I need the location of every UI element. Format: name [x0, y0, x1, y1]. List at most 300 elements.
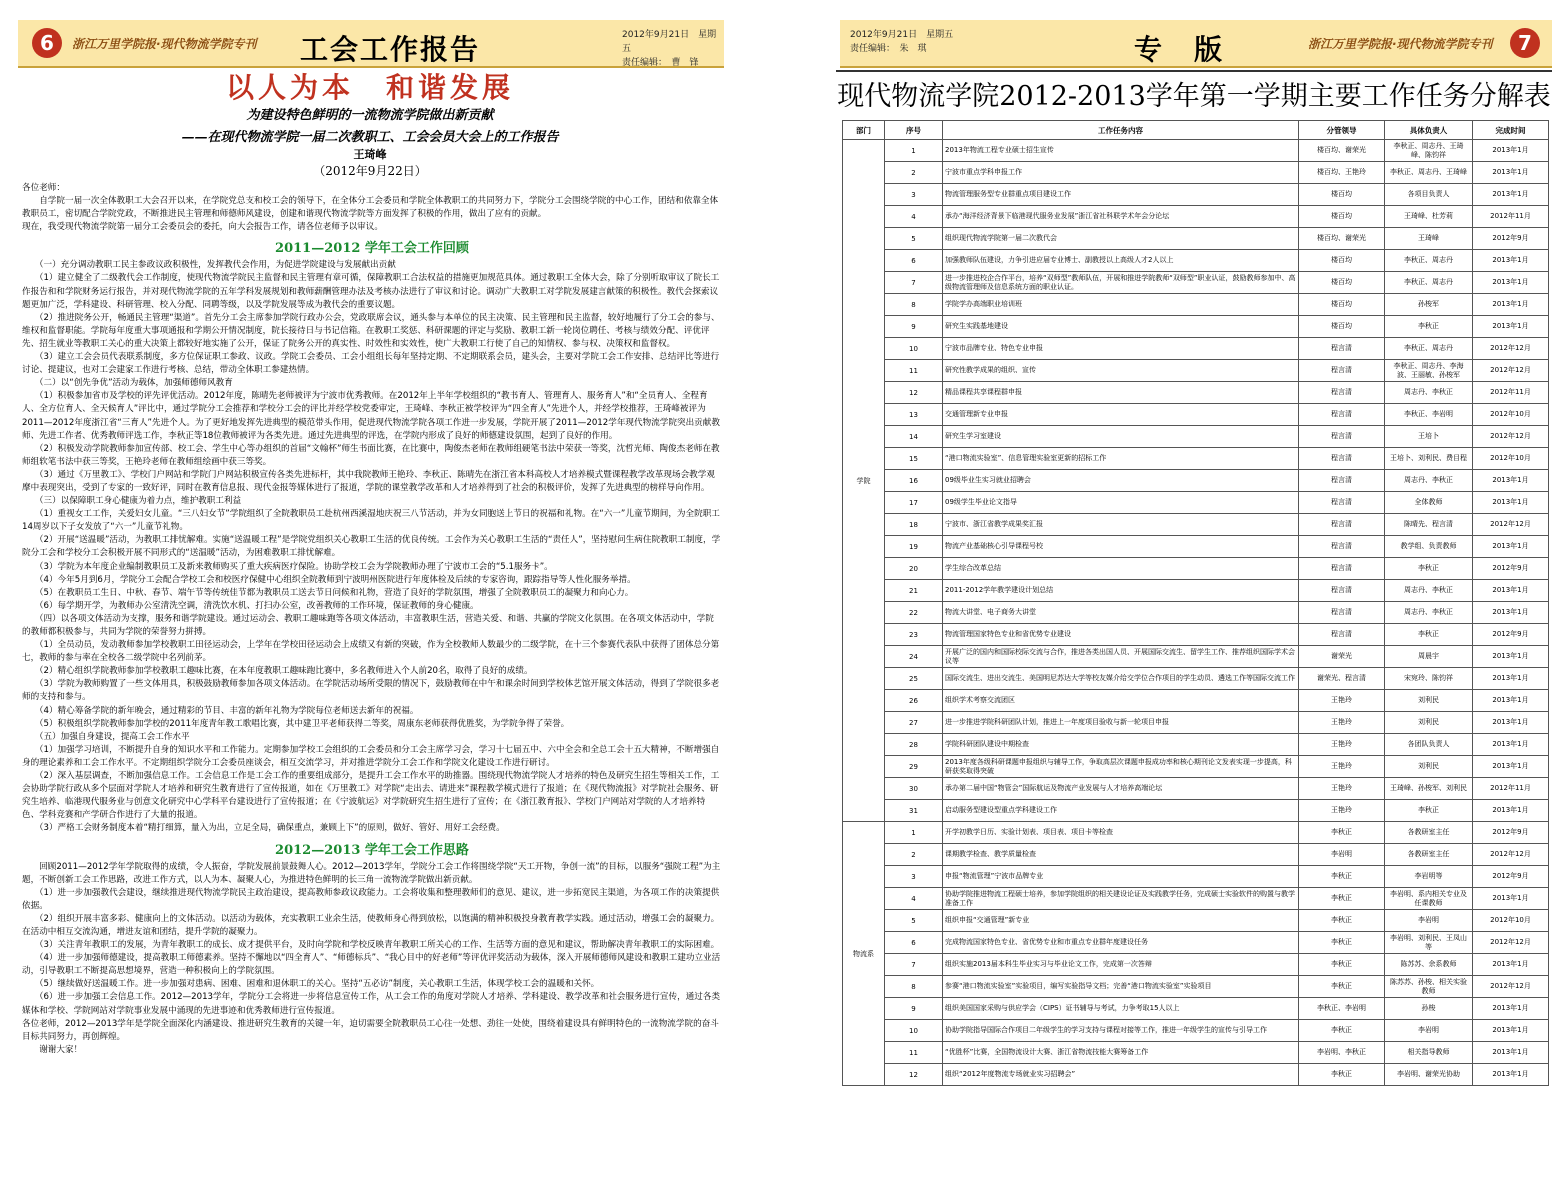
- task-content: 协助学院推进物流工程硕士培养，参加学院组织的相关建设论证及实践教学任务，完成硕士实验软件的购置与教学准备工作: [943, 888, 1299, 910]
- task-content: 承办“海洋经济背景下临港现代服务业发展”浙江省社科联学术年会分论坛: [943, 206, 1299, 228]
- row-number: 4: [885, 206, 943, 228]
- task-content: 完成物流国家特色专业、省优势专业和市重点专业群年度建设任务: [943, 932, 1299, 954]
- responsible-cell: 陈苏苏、余系教师: [1385, 954, 1473, 976]
- lead-cell: 楼百均、谢荣光: [1299, 228, 1385, 250]
- task-content: “优胜杯”比赛，全国物流设计大赛、浙江省物流技能大赛筹备工作: [943, 1042, 1299, 1064]
- report-paragraph: （3）建立工会会员代表联系制度，多方位保证职工参政、议政。学院工会委员、工会小组组长每年坚持定期、不定期联系会员，建头会，主要对学院工会工作安排、总结评比等进行讨论、提建议，也对工会建家工作进行考核、总结，带动全体职工参建热情。: [22, 352, 720, 376]
- task-content: 组织美国国家采购与供应学会（CIPS）证书辅导与考试，力争考取15人以上: [943, 998, 1299, 1020]
- report-paragraph: （1）积极参加省市及学校的评先评优活动。2012年度，陈晴先老师被评为宁波市优秀教师。在2012年上半年学校组织的“教书育人、管理育人、服务育人”和“全员育人、全程育人、全方位育人、全天候育人”评比中，通过学院分工会推荐和学校分工会的评比并经学校党委审定，王琦峰、李秋正被学校评为“四全育人”先进个人，并经学校推荐，王琦峰被评为2011—2012年度浙江省“三育人”先进个人。为了更好地发挥先进典型的模范带头作用，促进现代物流学院各项工作进一步发展，学院开展了2011—2012学年现代物流学院突出贡献教师、先进工作者、优秀教师评选工作，李秋正等18位教师被评为各类先进。通过先进典型的评选，在学院内形成了良好的师德建设氛围，起到了良好的作用。: [22, 391, 720, 441]
- task-content: 组织学术考察交流团区: [943, 690, 1299, 712]
- deadline-cell: 2013年1月: [1473, 580, 1549, 602]
- deadline-cell: 2013年1月: [1473, 294, 1549, 316]
- responsible-cell: 李秋正、周志丹、李海波、王丽敏、孙梭军: [1385, 360, 1473, 382]
- subtitle-2: ——在现代物流学院一届二次教职工、工会会员大会上的工作报告: [181, 130, 559, 145]
- responsible-cell: 周志丹、李秋正: [1385, 580, 1473, 602]
- lead-cell: 楼百均: [1299, 272, 1385, 294]
- table-row: [843, 382, 1549, 404]
- deadline-cell: 2012年11月: [1473, 778, 1549, 800]
- row-number: 20: [885, 558, 943, 580]
- subtitle-1: 为建设特色鲜明的一流物流学院做出新贡献: [246, 108, 494, 123]
- lead-cell: 王艳玲: [1299, 800, 1385, 822]
- row-number: 5: [885, 910, 943, 932]
- responsible-cell: 孙梭: [1385, 998, 1473, 1020]
- table-row: [843, 1042, 1549, 1064]
- deadline-cell: 2013年1月: [1473, 712, 1549, 734]
- table-row: [843, 888, 1549, 910]
- responsible-cell: 李岩明: [1385, 1020, 1473, 1042]
- responsible-cell: 王琦峰、杜芳莉: [1385, 206, 1473, 228]
- report-paragraph: 各位老师：: [22, 183, 65, 193]
- col-header-lead: 分管领导: [1299, 121, 1385, 140]
- lead-cell: 楼百均: [1299, 250, 1385, 272]
- lead-cell: 程言清: [1299, 382, 1385, 404]
- task-content: 承办第二届中国“物管会”国际航运及物流产业发展与人才培养高端论坛: [943, 778, 1299, 800]
- responsible-cell: 李秋正、周志丹、王琦峰: [1385, 162, 1473, 184]
- school-name: 浙江万里学院报·现代物流学院专刊: [72, 37, 257, 51]
- table-row: [843, 448, 1549, 470]
- row-number: 10: [885, 1020, 943, 1042]
- report-paragraph: （1）建立健全了二级教代会工作制度，使现代物流学院民主监督和民主管理有章可循，保障教职工合法权益的措施更加规范具体。通过教职工全体大会，除了分别听取审议了院长工作报告和和学院财务运行报告，并对现代物流学院的五年学科发展规划和教师薪酬管理办法及考核办法进行了审议和讨论。调动广大教职工对学院发展建言献策的积极性。教代会探索议题更加广泛，学科建设、科研管理、校入分配、同聘等级，以及学院发展等成为教代会的重要议题。: [22, 273, 720, 310]
- table-row: [843, 140, 1549, 162]
- table-row: [843, 514, 1549, 536]
- deadline-cell: 2012年12月: [1473, 360, 1549, 382]
- lead-cell: 楼百均、谢荣光: [1299, 140, 1385, 162]
- responsible-cell: 各教研室主任: [1385, 844, 1473, 866]
- table-row: [843, 998, 1549, 1020]
- responsible-cell: 李秋正: [1385, 624, 1473, 646]
- task-content: 物流管理国家特色专业和省优势专业建设: [943, 624, 1299, 646]
- deadline-cell: 2012年12月: [1473, 976, 1549, 998]
- task-content: 参赛“港口物流实验室”实验项目，编写实验指导文档；完善“港口物流实验室”实验项目: [943, 976, 1299, 998]
- lead-cell: 李秋正: [1299, 888, 1385, 910]
- deadline-cell: 2013年1月: [1473, 470, 1549, 492]
- report-paragraph: （三）以保障职工身心健康为着力点，维护教职工利益: [22, 496, 242, 507]
- table-row: [843, 778, 1549, 800]
- responsible-cell: 李秋正、周志丹: [1385, 338, 1473, 360]
- row-number: 9: [885, 316, 943, 338]
- report-paragraph: （二）以“创先争优”活动为载体，加强师德师风教育: [22, 378, 233, 389]
- report-paragraph: （2）开展“送温暖”活动，为教职工排忧解难。实施“送温暖工程”是学院党组织关心教职工生活的优良传统。工会作为关心教职工生活的“责任人”，坚持慰问生病住院教职工制度，学院分工会和学校分工会积极开展不同形式的“送温暖”活动，为困难教职工排忧解难。: [22, 535, 721, 559]
- responsible-cell: 李秋正、李岩明: [1385, 404, 1473, 426]
- row-number: 14: [885, 426, 943, 448]
- deadline-cell: 2012年9月: [1473, 822, 1549, 844]
- task-content: 课期教学检查、教学质量检查: [943, 844, 1299, 866]
- responsible-cell: 陈苏苏、孙梭、相关实验教师: [1385, 976, 1473, 998]
- deadline-cell: 2012年9月: [1473, 558, 1549, 580]
- lead-cell: 程言清: [1299, 558, 1385, 580]
- lead-cell: 王艳玲: [1299, 690, 1385, 712]
- responsible-cell: 周志丹、李秋正: [1385, 602, 1473, 624]
- report-paragraph: （6）每学期开学，为教师办公室清洗空调，清洗饮水机、打扫办公室，改善教师的工作环境，保证教师的身心健康。: [22, 600, 479, 611]
- deadline-cell: 2012年9月: [1473, 228, 1549, 250]
- table-row: [843, 712, 1549, 734]
- task-content: 开展广泛的国内和国际校际交流与合作，推进各类出国人员、开展国际交流生、留学生工作、推荐组织国际学术会议等: [943, 646, 1299, 668]
- deadline-cell: 2012年12月: [1473, 844, 1549, 866]
- report-body: [22, 182, 722, 1057]
- row-number: 28: [885, 734, 943, 756]
- row-number: 19: [885, 536, 943, 558]
- issue-meta: [622, 28, 724, 70]
- lead-cell: 李秋正: [1299, 932, 1385, 954]
- table-row: [843, 316, 1549, 338]
- row-number: 18: [885, 514, 943, 536]
- section-title: 工会工作报告: [300, 33, 481, 66]
- table-row: [843, 206, 1549, 228]
- deadline-cell: 2013年1月: [1473, 800, 1549, 822]
- row-number: 2: [885, 844, 943, 866]
- lead-cell: 李秋正: [1299, 976, 1385, 998]
- lead-cell: 程言清: [1299, 404, 1385, 426]
- deadline-cell: 2013年1月: [1473, 272, 1549, 294]
- report-paragraph: （4）进一步加强师德建设，提高教职工师德素养。坚持不懈地以“四全育人”、“师德标兵”、“我心目中的好老师”等评优评奖活动为载体，深入开展师德师风建设和教职工建功立业活动，引导教职工不断提高思想境界，营造一种积极向上的学院氛围。: [22, 953, 721, 977]
- page-number-badge: 7: [1510, 28, 1540, 58]
- col-header-dept: 部门: [843, 121, 885, 140]
- row-number: 4: [885, 888, 943, 910]
- report-paragraph: （3）通过《万里教工》、学校门户网站和学院门户网站积极宣传各类先进标杆，其中我院教师王艳玲、李秋正、陈晴先在浙江省本科高校人才培养模式暨课程教学改革现场会教学观摩中表现突出，受到了专家的一致好评，同时在教育信息报、现代金报等媒体进行了报道，学院的课堂教学改革和人才培养得到了社会的积极评价，发挥了先进典型的榜样导向作用。: [22, 469, 715, 493]
- table-row: [843, 228, 1549, 250]
- lead-cell: 李岩明: [1299, 844, 1385, 866]
- report-paragraph: （2）精心组织学院教师参加学校教职工趣味比赛，在本年度教职工趣味跑比赛中，多名教师进入个人前20名，取得了良好的成绩。: [22, 666, 533, 677]
- task-content: 宁波市品牌专业、特色专业申报: [943, 338, 1299, 360]
- lead-cell: 谢荣光、程言清: [1299, 668, 1385, 690]
- table-row: [843, 426, 1549, 448]
- deadline-cell: 2013年1月: [1473, 1064, 1549, 1086]
- deadline-cell: 2013年1月: [1473, 690, 1549, 712]
- task-content: 研究性教学成果的组织、宣传: [943, 360, 1299, 382]
- deadline-cell: 2013年1月: [1473, 954, 1549, 976]
- report-paragraph: （3）严格工会财务制度本着“精打细算，量入为出，立足全局，确保重点，兼顾上下”的原则，做好、管好、用好工会经费。: [22, 823, 505, 834]
- table-row: [843, 250, 1549, 272]
- lead-cell: 李秋正: [1299, 954, 1385, 976]
- deadline-cell: 2012年10月: [1473, 910, 1549, 932]
- report-paragraph: （6）进一步加强工会信息工作。2012—2013学年，学院分工会将进一步将信息宣传工作，从工会工作的角度对学院人才培养、学科建设、教学改革和社会服务进行宣传，通过各类媒体和学校、学院网站对学院事业发展中涌现的先进事迹和优秀教师进行宣传报道。: [22, 992, 721, 1016]
- lead-cell: 程言清: [1299, 338, 1385, 360]
- table-row: [843, 844, 1549, 866]
- table-header-row: [843, 121, 1549, 140]
- lead-cell: 李秋正: [1299, 866, 1385, 888]
- task-content: 研究生实践基地建设: [943, 316, 1299, 338]
- issue-editor: 责任编辑： 朱 琪: [850, 44, 927, 54]
- table-row: [843, 1064, 1549, 1086]
- table-row: [843, 822, 1549, 844]
- report-paragraph: 自学院一届一次全体教职工大会召开以来，在学院党总支和校工会的领导下，在全体分工会委员和学院全体教职工的共同努力下，学院分工会围绕学院的中心工作，团结和依靠全体教职员工，密切配合学院党政，不断推进民主管理和师德师风建设，创建和谐现代物流学院等方面发挥了积极的作用，做出了应有的贡献。: [22, 196, 719, 220]
- task-content: 加强教师队伍建设，力争引进应届专业博士、副教授以上高级人才2人以上: [943, 250, 1299, 272]
- report-date: （2012年9月22日）: [313, 164, 427, 178]
- left-header: [18, 20, 724, 68]
- lead-cell: 李秋正: [1299, 910, 1385, 932]
- lead-cell: 李秋正: [1299, 1064, 1385, 1086]
- issue-editor: 责任编辑： 曹 锋: [622, 58, 699, 68]
- lead-cell: 程言清: [1299, 360, 1385, 382]
- responsible-cell: 李岩明等: [1385, 866, 1473, 888]
- section-heading: 2012—2013 学年工会工作思路: [275, 842, 469, 858]
- row-number: 1: [885, 822, 943, 844]
- headline: 以人为本 和谐发展: [225, 71, 514, 104]
- lead-cell: 楼百均: [1299, 184, 1385, 206]
- deadline-cell: 2013年1月: [1473, 888, 1549, 910]
- responsible-cell: 王琦峰: [1385, 228, 1473, 250]
- report-paragraph: 回顾2011—2012学年学院取得的成绩，令人振奋，学院发展前景鼓舞人心。2012—2013学年，学院分工会工作将围绕学院“天工开物，争创一流”的目标，以服务“强院工程”为主题，不断创新工会工作思路，改进工作方式，以人为本、凝聚人心，为推进特色鲜明的长三角一流物流学院做出新贡献。: [22, 861, 721, 885]
- task-content: 启动服务型建设型重点学科建设工作: [943, 800, 1299, 822]
- report-paragraph: （4）精心筹备学院的新年晚会，通过精彩的节目、丰富的新年礼物为学院每位老师送去新年的祝福。: [22, 705, 419, 716]
- responsible-cell: 李岩明、谢荣光协助: [1385, 1064, 1473, 1086]
- row-number: 23: [885, 624, 943, 646]
- lead-cell: 程言清: [1299, 536, 1385, 558]
- task-content: 协助学院指导国际合作项目二年级学生的学习支持与课程对接等工作，推进一年级学生的宣传与引导工作: [943, 1020, 1299, 1042]
- row-number: 11: [885, 360, 943, 382]
- table-row: [843, 756, 1549, 778]
- lead-cell: 李秋正: [1299, 1020, 1385, 1042]
- deadline-cell: 2013年1月: [1473, 602, 1549, 624]
- responsible-cell: 李秋正、周志丹、王琦峰、陈钧祥: [1385, 140, 1473, 162]
- responsible-cell: 李岩明、系内相关专业及任课教师: [1385, 888, 1473, 910]
- task-content: 申报“物流管理”宁波市品牌专业: [943, 866, 1299, 888]
- report-paragraph: 现在，我受现代物流学院第一届分工会委员会的委托，向大会报告工作，请各位老师予以审议。: [22, 222, 383, 233]
- table-row: [843, 536, 1549, 558]
- responsible-cell: 李秋正、周志丹: [1385, 272, 1473, 294]
- issue-meta: [850, 28, 953, 56]
- table-row: [843, 910, 1549, 932]
- deadline-cell: 2012年12月: [1473, 426, 1549, 448]
- table-row: [843, 932, 1549, 954]
- task-content: 宁波市重点学科申报工作: [943, 162, 1299, 184]
- table-row: [843, 338, 1549, 360]
- task-content: 精品课程共享课程群申报: [943, 382, 1299, 404]
- report-paragraph: （5）在教职员工生日、中秋、春节、端午节等传统佳节都为教职员工送去节日问候和礼物，营造了良好的学院氛围，增强了全院教职员工的凝聚力和向心力。: [22, 587, 634, 598]
- report-paragraph: （四）以各项文体活动为支撑，服务和谐学院建设。通过运动会、教职工趣味跑等各项文体活动，丰富教职生活，营造关爱、和谐、共赢的学院文化氛围。在各项文体活动中，学院的教师都积极参与，共同为学院的荣誉努力拼搏。: [22, 613, 714, 637]
- row-number: 15: [885, 448, 943, 470]
- task-content: 进一步推进学院科研团队计划，推进上一年度项目验收与新一轮项目申报: [943, 712, 1299, 734]
- lead-cell: 王艳玲: [1299, 712, 1385, 734]
- deadline-cell: 2013年1月: [1473, 492, 1549, 514]
- table-row: [843, 404, 1549, 426]
- lead-cell: 李秋正、李岩明: [1299, 998, 1385, 1020]
- left-page: [0, 0, 740, 1200]
- col-header-resp: 具体负责人: [1385, 121, 1473, 140]
- task-content: 组织“2012年度物流专场就业实习招聘会”: [943, 1064, 1299, 1086]
- deadline-cell: 2013年1月: [1473, 646, 1549, 668]
- table-row: [843, 184, 1549, 206]
- right-page: [836, 0, 1560, 1200]
- col-header-time: 完成时间: [1473, 121, 1549, 140]
- responsible-cell: 李秋正: [1385, 316, 1473, 338]
- report-paragraph: （3）学院为本年度企业编制教职员工及新来教师购买了重大疾病医疗保险。协助学校工会为学院教师办理了宁波市工会的“5.1服务卡”。: [22, 561, 553, 572]
- row-number: 17: [885, 492, 943, 514]
- deadline-cell: 2013年1月: [1473, 140, 1549, 162]
- deadline-cell: 2013年1月: [1473, 668, 1549, 690]
- responsible-cell: 相关指导教师: [1385, 1042, 1473, 1064]
- row-number: 6: [885, 932, 943, 954]
- task-content: 2013年度各级科研课题申报组织与辅导工作，争取高层次课题申报成功率和核心期刊论文发表实现一步提高，科研获奖取得突破: [943, 756, 1299, 778]
- deadline-cell: 2012年12月: [1473, 932, 1549, 954]
- task-content: 09级毕业生实习就业招聘会: [943, 470, 1299, 492]
- task-content: 组织现代物流学院第一届二次教代会: [943, 228, 1299, 250]
- deadline-cell: 2012年11月: [1473, 206, 1549, 228]
- deadline-cell: 2012年11月: [1473, 382, 1549, 404]
- task-content: 研究生学习室建设: [943, 426, 1299, 448]
- report-paragraph: （4）今年5月到6月，学院分工会配合学校工会和校医疗保健中心组织全院教师到宁波明州医院进行年度体检及后续的专家咨询，跟踪指导等人性化服务举措。: [22, 574, 636, 585]
- task-content: 物流管理服务型专业群重点项目建设工作: [943, 184, 1299, 206]
- table-row: [843, 800, 1549, 822]
- task-content: 交通管理新专业申报: [943, 404, 1299, 426]
- responsible-cell: 王琦峰、孙梭军、刘利民: [1385, 778, 1473, 800]
- task-content: 学院学办高端职业培训班: [943, 294, 1299, 316]
- lead-cell: 楼百均: [1299, 316, 1385, 338]
- table-row: [843, 580, 1549, 602]
- responsible-cell: 刘利民: [1385, 756, 1473, 778]
- deadline-cell: 2013年1月: [1473, 250, 1549, 272]
- row-number: 11: [885, 1042, 943, 1064]
- lead-cell: 楼百均: [1299, 294, 1385, 316]
- task-table-body: [843, 140, 1549, 1086]
- responsible-cell: 周志丹、李秋正: [1385, 470, 1473, 492]
- deadline-cell: 2013年1月: [1473, 536, 1549, 558]
- lead-cell: 程言清: [1299, 602, 1385, 624]
- task-content: 组织申报“交通管理”新专业: [943, 910, 1299, 932]
- report-paragraph: （5）继续做好送温暖工作。进一步加强对患病、困难、困难和退休职工的关心。坚持“五必访”制度，关心教职工生活，体现学校工会的温暖和关怀。: [22, 979, 600, 990]
- report-paragraph: 各位老师，2012—2013学年是学院全面深化内涵建设、推进研究生教育的关键一年，迫切需要全院教职员工心往一处想、劲往一处使，围绕着建设具有鲜明特色的一流物流学院的奋斗目标共同努力，再创辉煌。: [22, 1018, 719, 1042]
- deadline-cell: 2012年10月: [1473, 448, 1549, 470]
- report-paragraph: （一）充分调动教职工民主参政议政积极性，发挥教代会作用，为促进学院建设与发展献出贡献: [22, 260, 396, 271]
- row-number: 2: [885, 162, 943, 184]
- lead-cell: 程言清: [1299, 514, 1385, 536]
- report-paragraph: （2）组织开展丰富多彩、健康向上的文体活动。以活动为载体，充实教职工业余生活，使教师身心得到放松，以饱满的精神积极投身教育教学实践。通过活动，增强工会的凝聚力。在活动中相互交流沟通，增进友谊和团结，提升学院的凝聚力。: [22, 913, 720, 937]
- deadline-cell: 2012年9月: [1473, 866, 1549, 888]
- report-paragraph: （2）深入基层调查，不断加强信息工作。工会信息工作是工会工作的重要组成部分，是提升工会工作水平的助推器。围绕现代物流学院人才培养的特色及研究生招生等相关工作，工会协助学院行政从多个层面对学院人才培养和研究生教育进行了宣传报道，如在《万里教工》对学院“走出去、请进来”课程教学模式进行了报道；在《现代物流报》对学院社会服务、研究生培养、临港现代服务业与创意文化研究中心学科平台建设进行了宣传报道；在《宁波航运》对学院研究生招生进行了宣传；在《浙江教育报》、学校门户网站对学院的人才培养特色、学科竞赛和产学研合作进行了大量的报道。: [22, 771, 720, 821]
- lead-cell: 楼百均: [1299, 206, 1385, 228]
- table-row: [843, 272, 1549, 294]
- lead-cell: 李秋正: [1299, 822, 1385, 844]
- lead-cell: 程言清: [1299, 470, 1385, 492]
- lead-cell: 程言清: [1299, 426, 1385, 448]
- responsible-cell: 李秋正: [1385, 558, 1473, 580]
- lead-cell: 王艳玲: [1299, 756, 1385, 778]
- row-number: 9: [885, 998, 943, 1020]
- lead-cell: 谢荣光: [1299, 646, 1385, 668]
- lead-cell: 楼百均、王艳玲: [1299, 162, 1385, 184]
- responsible-cell: 全体教师: [1385, 492, 1473, 514]
- task-content: “港口物流实验室”、信息管理实验室更新的招标工作: [943, 448, 1299, 470]
- responsible-cell: 各团队负责人: [1385, 734, 1473, 756]
- col-header-no: 序号: [885, 121, 943, 140]
- report-paragraph: （1）重视女工工作，关爱妇女儿童。“三八妇女节”学院组织了全院教职员工赴杭州西溪湿地庆祝三八节活动，并为女同胞送上节日的祝福和礼物。在“六一”儿童节期间，为全院职工14周岁以下子女发放了“六一”儿童节礼物。: [22, 509, 720, 533]
- deadline-cell: 2012年9月: [1473, 624, 1549, 646]
- row-number: 1: [885, 140, 943, 162]
- table-row: [843, 734, 1549, 756]
- deadline-cell: 2013年1月: [1473, 316, 1549, 338]
- deadline-cell: 2013年1月: [1473, 756, 1549, 778]
- deadline-cell: 2013年1月: [1473, 184, 1549, 206]
- row-number: 22: [885, 602, 943, 624]
- task-content: 国际交流生、进出交流生、美国明尼苏达大学等校友媒介给交学位合作项目的学生动员、遴选工作等国际交流工作: [943, 668, 1299, 690]
- deadline-cell: 2013年1月: [1473, 162, 1549, 184]
- section-title: 专 版: [1134, 33, 1225, 66]
- table-row: [843, 646, 1549, 668]
- row-number: 7: [885, 272, 943, 294]
- task-content: 开学初教学日历、实验计划表、项目表、项目卡等检查: [943, 822, 1299, 844]
- task-content: 物流大讲堂、电子商务大讲堂: [943, 602, 1299, 624]
- report-paragraph: （五）加强自身建设，提高工会工作水平: [22, 731, 190, 742]
- row-number: 3: [885, 866, 943, 888]
- responsible-cell: 李岩明: [1385, 910, 1473, 932]
- row-number: 25: [885, 668, 943, 690]
- deadline-cell: 2013年1月: [1473, 998, 1549, 1020]
- table-row: [843, 558, 1549, 580]
- responsible-cell: 陈晴先、程言清: [1385, 514, 1473, 536]
- row-number: 24: [885, 646, 943, 668]
- row-number: 27: [885, 712, 943, 734]
- responsible-cell: 教学组、负责教师: [1385, 536, 1473, 558]
- issue-date: 2012年9月21日 星期五: [850, 30, 954, 40]
- task-content: 组织实施2013届本科生毕业实习与毕业论文工作，完成第一次答辩: [943, 954, 1299, 976]
- table-row: [843, 954, 1549, 976]
- right-header: [840, 20, 1552, 68]
- deadline-cell: 2013年1月: [1473, 734, 1549, 756]
- row-number: 5: [885, 228, 943, 250]
- responsible-cell: 李秋正: [1385, 800, 1473, 822]
- task-content: 进一步推进校企合作平台，培养“双师型”教师队伍，开展和推进学院教师“双师型”职业认证，鼓励教师参加中、高级物流管理师及信息系统方面的职业认证。: [943, 272, 1299, 294]
- row-number: 26: [885, 690, 943, 712]
- task-content: 学生综合改革总结: [943, 558, 1299, 580]
- responsible-cell: 王培卜: [1385, 426, 1473, 448]
- page-number-badge: 6: [32, 28, 62, 58]
- task-content: 宁波市、浙江省教学成果奖汇报: [943, 514, 1299, 536]
- school-name: 浙江万里学院报·现代物流学院专刊: [1308, 37, 1493, 51]
- dept-cell: 物流系: [843, 822, 885, 1086]
- report-paragraph: （3）学院为教师购置了一些文体用具，积极鼓励教师参加各项文体活动。在学院活动场所受限的情况下，鼓励教师在中午和课余时间到学校体艺馆开展文体活动，得到了学院很多老师的支持和参与。: [22, 679, 720, 703]
- responsible-cell: 刘利民: [1385, 712, 1473, 734]
- report-paragraph: 谢谢大家！: [22, 1044, 83, 1055]
- table-row: [843, 470, 1549, 492]
- row-number: 30: [885, 778, 943, 800]
- lead-cell: 王艳玲: [1299, 734, 1385, 756]
- table-row: [843, 162, 1549, 184]
- col-header-task: 工作任务内容: [943, 121, 1299, 140]
- table-row: [843, 492, 1549, 514]
- lead-cell: 李岩明、李秋正: [1299, 1042, 1385, 1064]
- task-content: 2011-2012学年教学建设计划总结: [943, 580, 1299, 602]
- responsible-cell: 各项目负责人: [1385, 184, 1473, 206]
- row-number: 16: [885, 470, 943, 492]
- table-row: [843, 624, 1549, 646]
- responsible-cell: 刘利民: [1385, 690, 1473, 712]
- deadline-cell: 2013年1月: [1473, 1042, 1549, 1064]
- dept-cell: 学院: [843, 140, 885, 822]
- report-paragraph: （1）加强学习培训，不断提升自身的知识水平和工作能力。定期参加学校工会组织的工会委员和分工会主席学习会，学习十七届五中、六中全会和全总工会十五大精神，不断增强自身的理论素养和工会工作水平。不定期组织学院分工会委员座谈会，相互交流学习，并对推进学院分工会工作和学院文化建设工作进行研讨。: [22, 744, 720, 768]
- section-heading: 2011—2012 学年工会工作回顾: [275, 241, 469, 257]
- responsible-cell: 周晨宇: [1385, 646, 1473, 668]
- row-number: 12: [885, 382, 943, 404]
- task-table: [842, 120, 1549, 1086]
- lead-cell: 程言清: [1299, 580, 1385, 602]
- deadline-cell: 2013年1月: [1473, 1020, 1549, 1042]
- responsible-cell: 各教研室主任: [1385, 822, 1473, 844]
- task-content: 09级学生毕业论文指导: [943, 492, 1299, 514]
- author: 王琦峰: [353, 148, 387, 161]
- row-number: 10: [885, 338, 943, 360]
- report-paragraph: （1）进一步加强教代会建设，继续推进现代物流学院民主政治建设，提高教师参政议政能力。工会将收集和整理教师们的意见、建议，进一步拓宽民主渠道，为各项工作的决策提供依据。: [22, 887, 720, 911]
- lead-cell: 程言清: [1299, 448, 1385, 470]
- row-number: 3: [885, 184, 943, 206]
- row-number: 7: [885, 954, 943, 976]
- table-row: [843, 294, 1549, 316]
- deadline-cell: 2012年12月: [1473, 338, 1549, 360]
- row-number: 31: [885, 800, 943, 822]
- row-number: 12: [885, 1064, 943, 1086]
- responsible-cell: 王培卜、刘利民、费目程: [1385, 448, 1473, 470]
- task-content: 2013年物流工程专业硕士招生宣传: [943, 140, 1299, 162]
- responsible-cell: 宋宛玲、陈钧祥: [1385, 668, 1473, 690]
